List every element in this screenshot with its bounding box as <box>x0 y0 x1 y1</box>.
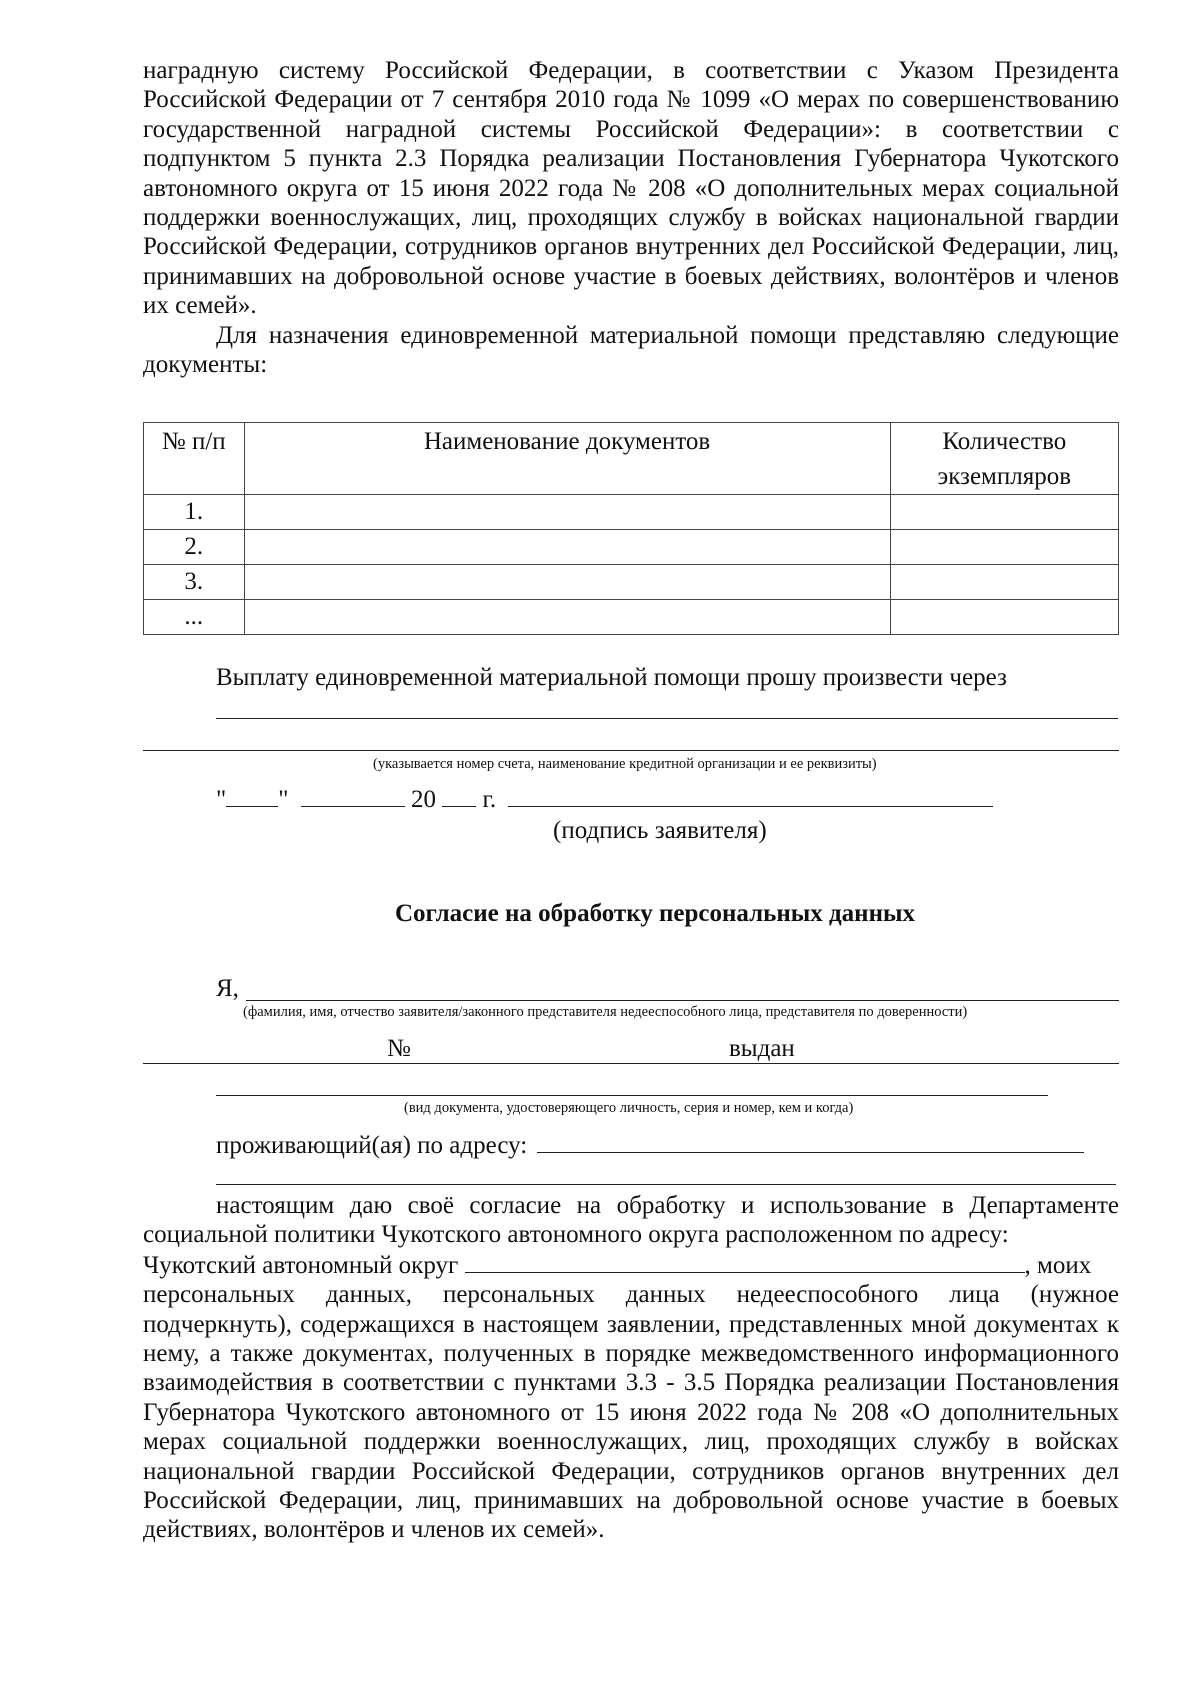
table-row <box>144 565 1119 600</box>
date-year-suffix: г. <box>482 786 497 813</box>
documents-table <box>143 422 1119 635</box>
row-number: 3. <box>144 565 245 600</box>
okrug-line <box>143 1250 1119 1280</box>
row-number: 1. <box>144 495 245 530</box>
date-year-field[interactable] <box>442 784 476 807</box>
address-field-2[interactable] <box>216 1184 1116 1185</box>
row-quantity-cell[interactable] <box>890 600 1118 635</box>
consent-body-start: настоящим даю своё согласие на обработку и использование в Департаменте социальной политики Чукотского автономного округа расположенном по адресу: <box>143 1192 1119 1249</box>
table-row <box>144 530 1119 565</box>
consent-title: Согласие на обработку персональных данных <box>395 900 916 927</box>
fio-hint: (фамилия, имя, отчество заявителя/законного представителя недееспособного лица, представителя по доверенности) <box>243 1004 968 1020</box>
row-quantity-cell[interactable] <box>890 530 1118 565</box>
date-quote-open: " <box>216 786 227 813</box>
okrug-suffix: , моих <box>1024 1251 1092 1279</box>
table-row <box>144 600 1119 635</box>
header-quantity <box>890 423 1118 495</box>
header-name: Наименование документов <box>244 423 890 495</box>
issued-label: выдан <box>729 1035 795 1062</box>
header-quantity-line2: экземпляров <box>937 463 1072 490</box>
row-quantity-cell[interactable] <box>890 495 1118 530</box>
okrug-label: Чукотский автономный округ <box>143 1251 459 1279</box>
row-number: ... <box>144 600 245 635</box>
address-row <box>216 1130 1084 1160</box>
row-number: 2. <box>144 530 245 565</box>
date-century: 20 <box>410 786 436 813</box>
intro-section <box>143 56 1119 379</box>
account-hint: (указывается номер счета, наименование кредитной организации и ее реквизиты) <box>373 756 877 772</box>
consent-body <box>143 1191 1119 1545</box>
date-quote-close: " <box>278 786 289 813</box>
intro-paragraph-2: Для назначения единовременной материальной помощи представляю следующие документы: <box>143 321 1119 379</box>
row-name-cell[interactable] <box>244 600 890 635</box>
payment-field-line-1[interactable] <box>216 718 1118 719</box>
table-row <box>144 495 1119 530</box>
documents-table-header <box>144 423 1119 495</box>
payment-field-line-2[interactable] <box>143 750 1119 751</box>
signature-hint: (подпись заявителя) <box>553 817 767 844</box>
payment-text: Выплату единовременной материальной помощи прошу произвести через <box>216 664 1007 691</box>
number-label: № <box>387 1035 411 1062</box>
document-field-line-2[interactable] <box>216 1095 1048 1096</box>
okrug-address-field[interactable] <box>465 1250 1025 1273</box>
document-field-line-1[interactable] <box>143 1063 1119 1064</box>
date-day-field[interactable] <box>226 784 278 807</box>
header-number: № п/п <box>144 423 245 495</box>
signature-field[interactable] <box>508 784 993 807</box>
address-field-1[interactable] <box>537 1130 1084 1153</box>
i-label: Я, <box>216 975 239 1002</box>
document-hint: (вид документа, удостоверяющего личность, серия и номер, кем и когда) <box>404 1100 854 1116</box>
date-row <box>216 784 993 814</box>
date-month-field[interactable] <box>301 784 405 807</box>
row-name-cell[interactable] <box>244 530 890 565</box>
fio-field-line[interactable] <box>246 1000 1119 1001</box>
consent-body-rest: персональных данных, персональных данных недееспособного лица (нужное подчеркнуть), содержащихся в настоящем заявлении, представленных мной документах к нему, а также документах, полученных в порядке межведомственного информационного взаимодействия в соответствии с пунктами 3.3 - 3.5 Порядка реализации Постановления Губернатора Чукотского автономного от 15 июня 2022 года № 208 «О дополнительных мерах социальной поддержки военнослужащих, лиц, проходящих службу в войсках национальной гвардии Российской Федерации, сотрудников органов внутренних дел Российской Федерации, лиц, принимавших на добровольной основе участие в боевых действиях, волонтёров и членов их семей». <box>143 1281 1119 1544</box>
row-quantity-cell[interactable] <box>890 565 1118 600</box>
address-label: проживающий(ая) по адресу: <box>216 1132 528 1159</box>
header-quantity-line1: Количество <box>942 428 1067 455</box>
intro-paragraph-1: наградную систему Российской Федерации, в соответствии с Указом Президента Российской Федерации от 7 сентября 2010 года № 1099 «О мерах по совершенствованию государственной наградной системы Российской Федерации»: в соответствии с подпунктом 5 пункта 2.3 Порядка реализации Постановления Губернатора Чукотского автономного округа от 15 июня 2022 года № 208 «О дополнительных мерах социальной поддержки военнослужащих, лиц, проходящих службу в войсках национальной гвардии Российской Федерации, сотрудников органов внутренних дел Российской Федерации, лиц, принимавших на добровольной основе участие в боевых действиях, волонтёров и членов их семей». <box>143 57 1119 320</box>
row-name-cell[interactable] <box>244 495 890 530</box>
row-name-cell[interactable] <box>244 565 890 600</box>
